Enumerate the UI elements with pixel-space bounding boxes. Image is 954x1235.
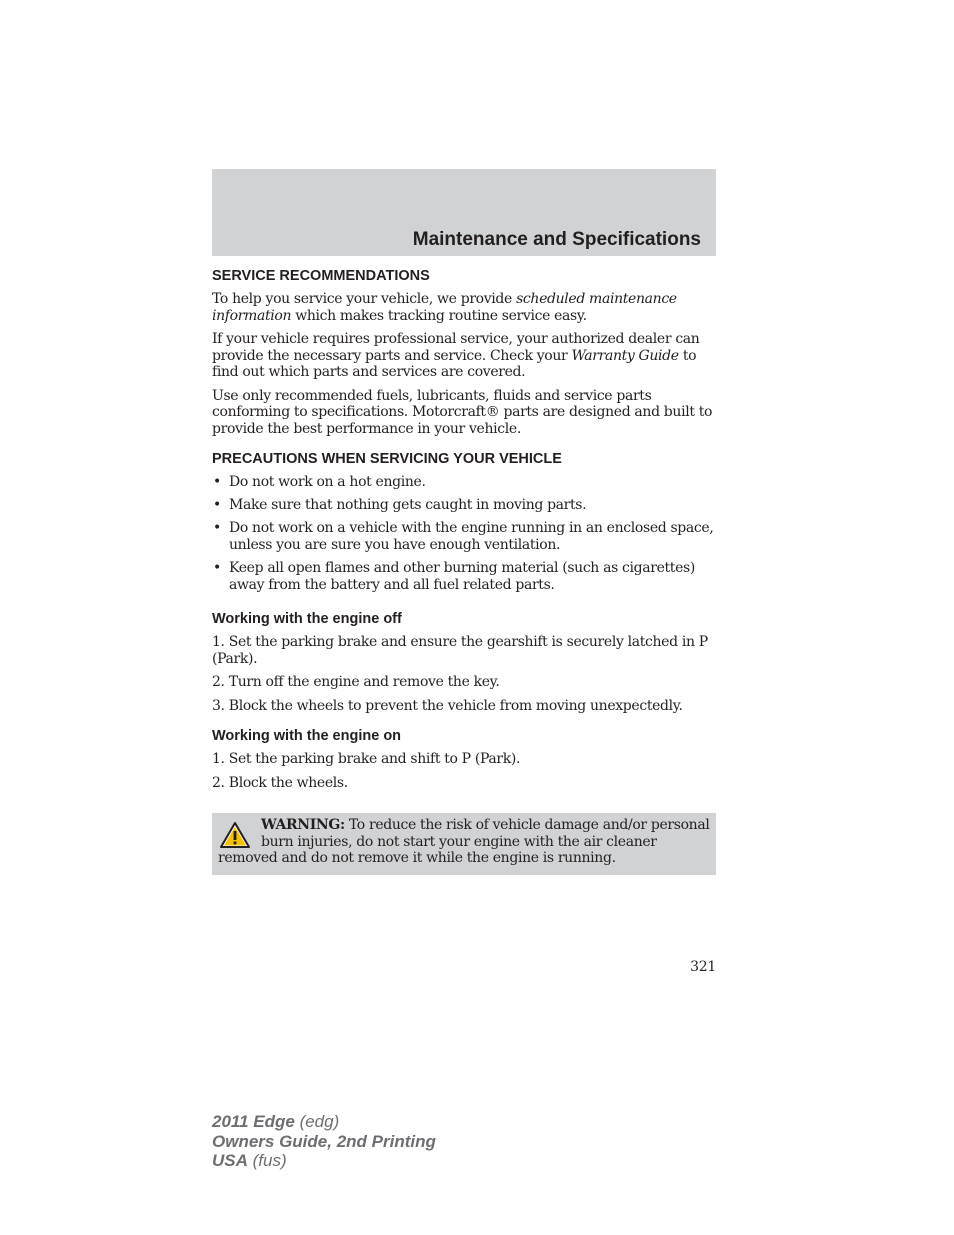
page-content <box>212 266 716 791</box>
engine-off-step-1: 1. Set the parking brake and ensure the gearshift is securely latched in P (Park). <box>212 634 708 667</box>
service-paragraph-1: To help you service your vehicle, we provide scheduled maintenance information which makes tracking routine service easy. <box>212 291 677 324</box>
list-item: • Make sure that nothing gets caught in moving parts. <box>213 496 587 513</box>
list-item: • Keep all open flames and other burning material (such as cigarettes) away from the battery and all fuel related parts. <box>213 560 695 593</box>
service-recommendations-heading: SERVICE RECOMMENDATIONS <box>212 268 430 284</box>
service-paragraph-3: Use only recommended fuels, lubricants, fluids and service parts conforming to specifications. Motorcraft® parts are designed and built to provide the best performance in your vehicle. <box>212 387 713 437</box>
precautions-heading: PRECAUTIONS WHEN SERVICING YOUR VEHICLE <box>212 451 562 467</box>
page-number: 321 <box>690 959 716 975</box>
list-item: • Do not work on a hot engine. <box>213 474 426 490</box>
warning-label: WARNING: <box>261 817 345 833</box>
footer-line-1: 2011 Edge (edg) <box>212 1112 340 1131</box>
engine-on-heading: Working with the engine on <box>212 728 402 744</box>
engine-on-step-2: 2. Block the wheels. <box>212 774 348 791</box>
list-item: • Do not work on a vehicle with the engine running in an enclosed space, unless you are sure you have enough ventilation. <box>213 520 714 553</box>
warning-text: WARNING: To reduce the risk of vehicle damage and/or personal burn injuries, do not start your engine with the air cleaner removed and do not remove it while the engine is running. <box>218 817 710 866</box>
chapter-title: Maintenance and Specifications <box>412 229 701 250</box>
warning-box <box>212 813 716 875</box>
engine-off-heading: Working with the engine off <box>212 611 402 627</box>
engine-off-step-2: 2. Turn off the engine and remove the key. <box>212 674 500 690</box>
chapter-header-band <box>212 169 716 256</box>
engine-off-step-3: 3. Block the wheels to prevent the vehicle from moving unexpectedly. <box>212 697 683 714</box>
document-footer <box>212 1112 436 1171</box>
service-paragraph-2: If your vehicle requires professional service, your authorized dealer can provide the necessary parts and service. Check your Warranty Guide to find out which parts and services are covered. <box>212 331 700 380</box>
footer-line-2: Owners Guide, 2nd Printing <box>212 1131 436 1151</box>
footer-line-3: USA (fus) <box>212 1151 287 1170</box>
precautions-list <box>212 474 716 593</box>
engine-on-step-1: 1. Set the parking brake and shift to P (Park). <box>212 751 521 767</box>
